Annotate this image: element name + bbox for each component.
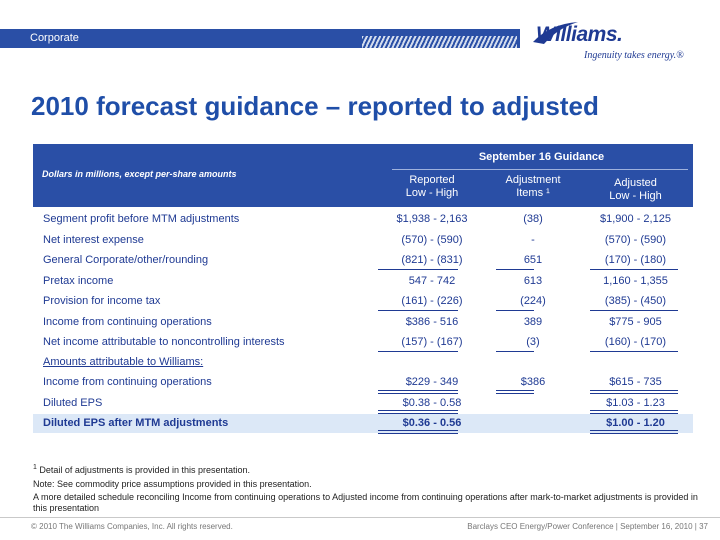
reported-value: $1,938 - 2,163: [396, 213, 468, 225]
subtotal-rule: [378, 269, 458, 270]
column-header-line: Low - High: [609, 190, 662, 202]
reported-value: 547 - 742: [408, 275, 456, 287]
adjustment-value: (224): [520, 295, 546, 307]
page-title: 2010 forecast guidance – reported to adjusted: [31, 91, 599, 121]
table-row: [33, 231, 693, 251]
column-header-line: Adjusted: [614, 177, 657, 189]
table-row: [33, 292, 693, 312]
row-label: Diluted EPS: [43, 397, 103, 409]
row-label: Pretax income: [43, 275, 114, 287]
column-header-line: Reported: [409, 174, 455, 186]
table-row: [33, 353, 693, 373]
footnote-marker: 1: [33, 464, 37, 471]
footnote-3: A more detailed schedule reconciling Income from continuing operations to Adjusted income from continuing operations after mark-to-market adjustments is provided in this presentation: [33, 492, 698, 513]
decorative-hatch: [362, 36, 517, 48]
table-row: [33, 313, 693, 333]
reported-value: $0.38 - 0.58: [402, 397, 462, 409]
adjusted-value: $1.03 - 1.23: [606, 397, 665, 409]
table-header: [33, 144, 693, 207]
footnote-2: Note: See commodity price assumptions provided in this presentation.: [33, 479, 312, 489]
column-header-line: Items ¹: [516, 187, 550, 199]
event-and-page: Barclays CEO Energy/Power Conference | September 16, 2010 | 37: [467, 522, 708, 531]
reported-value: $386 - 516: [405, 316, 459, 328]
subtotal-rule: [378, 310, 458, 311]
group-header: September 16 Guidance: [478, 151, 605, 163]
table-row: [33, 210, 693, 230]
company-logo: [530, 20, 700, 65]
copyright: © 2010 The Williams Companies, Inc. All rights reserved.: [31, 522, 233, 531]
subtotal-rule: [378, 351, 458, 352]
row-label: Net income attributable to noncontrolling interests: [43, 336, 285, 348]
units-note: Dollars in millions, except per-share amounts: [42, 169, 237, 179]
reported-value: (570) - (590): [401, 234, 463, 246]
subtotal-rule: [496, 310, 534, 311]
row-label: Income from continuing operations: [43, 376, 212, 388]
subtotal-rule: [590, 351, 678, 352]
table-row: [33, 333, 693, 353]
adjusted-value: (170) - (180): [604, 254, 667, 266]
reported-value: $0.36 - 0.56: [402, 417, 462, 429]
column-header-line: Adjustment: [505, 174, 561, 186]
adjustment-value: (3): [526, 336, 540, 348]
row-label: Income from continuing operations: [43, 316, 212, 328]
column-header-adjusted: [578, 177, 693, 203]
subtotal-rule: [590, 269, 678, 270]
logo-wordmark: Williams.: [536, 23, 623, 46]
reported-value: (821) - (831): [401, 254, 463, 266]
reported-value: (157) - (167): [401, 336, 463, 348]
adjusted-value: (385) - (450): [604, 295, 667, 307]
row-label: Provision for income tax: [43, 295, 161, 307]
adjusted-value: (570) - (590): [604, 234, 667, 246]
footer-rule: [0, 517, 720, 518]
adjusted-value: 1,160 - 1,355: [603, 275, 668, 287]
subtotal-rule: [496, 351, 534, 352]
section-label: Corporate: [30, 32, 79, 44]
row-label: Segment profit before MTM adjustments: [43, 213, 240, 225]
table-row: [33, 251, 693, 271]
adjustment-value: 389: [523, 316, 543, 328]
adjusted-value: $1.00 - 1.20: [606, 417, 665, 429]
footnote-text: Detail of adjustments is provided in this presentation.: [36, 465, 251, 475]
adjusted-value: (160) - (170): [604, 336, 667, 348]
table-row: [33, 272, 693, 292]
row-label: Amounts attributable to Williams:: [43, 356, 204, 368]
adjusted-value: $775 - 905: [609, 316, 662, 328]
column-header-line: Low - High: [405, 187, 459, 199]
row-label: Net interest expense: [43, 234, 144, 246]
adjustment-value: 613: [523, 275, 543, 287]
reported-value: $229 - 349: [405, 376, 459, 388]
column-header-reported: [373, 174, 491, 200]
total-double-rule: [590, 430, 678, 434]
group-header-rule: [392, 169, 688, 170]
column-header-adjustment: [493, 174, 573, 200]
subtotal-rule: [496, 269, 534, 270]
row-label: General Corporate/other/rounding: [43, 254, 209, 266]
adjusted-value: $1,900 - 2,125: [600, 213, 671, 225]
adjustment-value: 651: [523, 254, 543, 266]
adjusted-value: $615 - 735: [609, 376, 662, 388]
subtotal-rule: [590, 310, 678, 311]
adjustment-value: -: [531, 234, 535, 246]
adjustment-value: (38): [523, 213, 543, 225]
reported-value: (161) - (226): [401, 295, 463, 307]
row-label: Diluted EPS after MTM adjustments: [43, 417, 229, 429]
adjustment-value: $386: [520, 376, 546, 388]
footnote-1: [33, 464, 250, 475]
total-double-rule: [378, 430, 458, 434]
logo-tagline: Ingenuity takes energy.®: [584, 50, 684, 61]
